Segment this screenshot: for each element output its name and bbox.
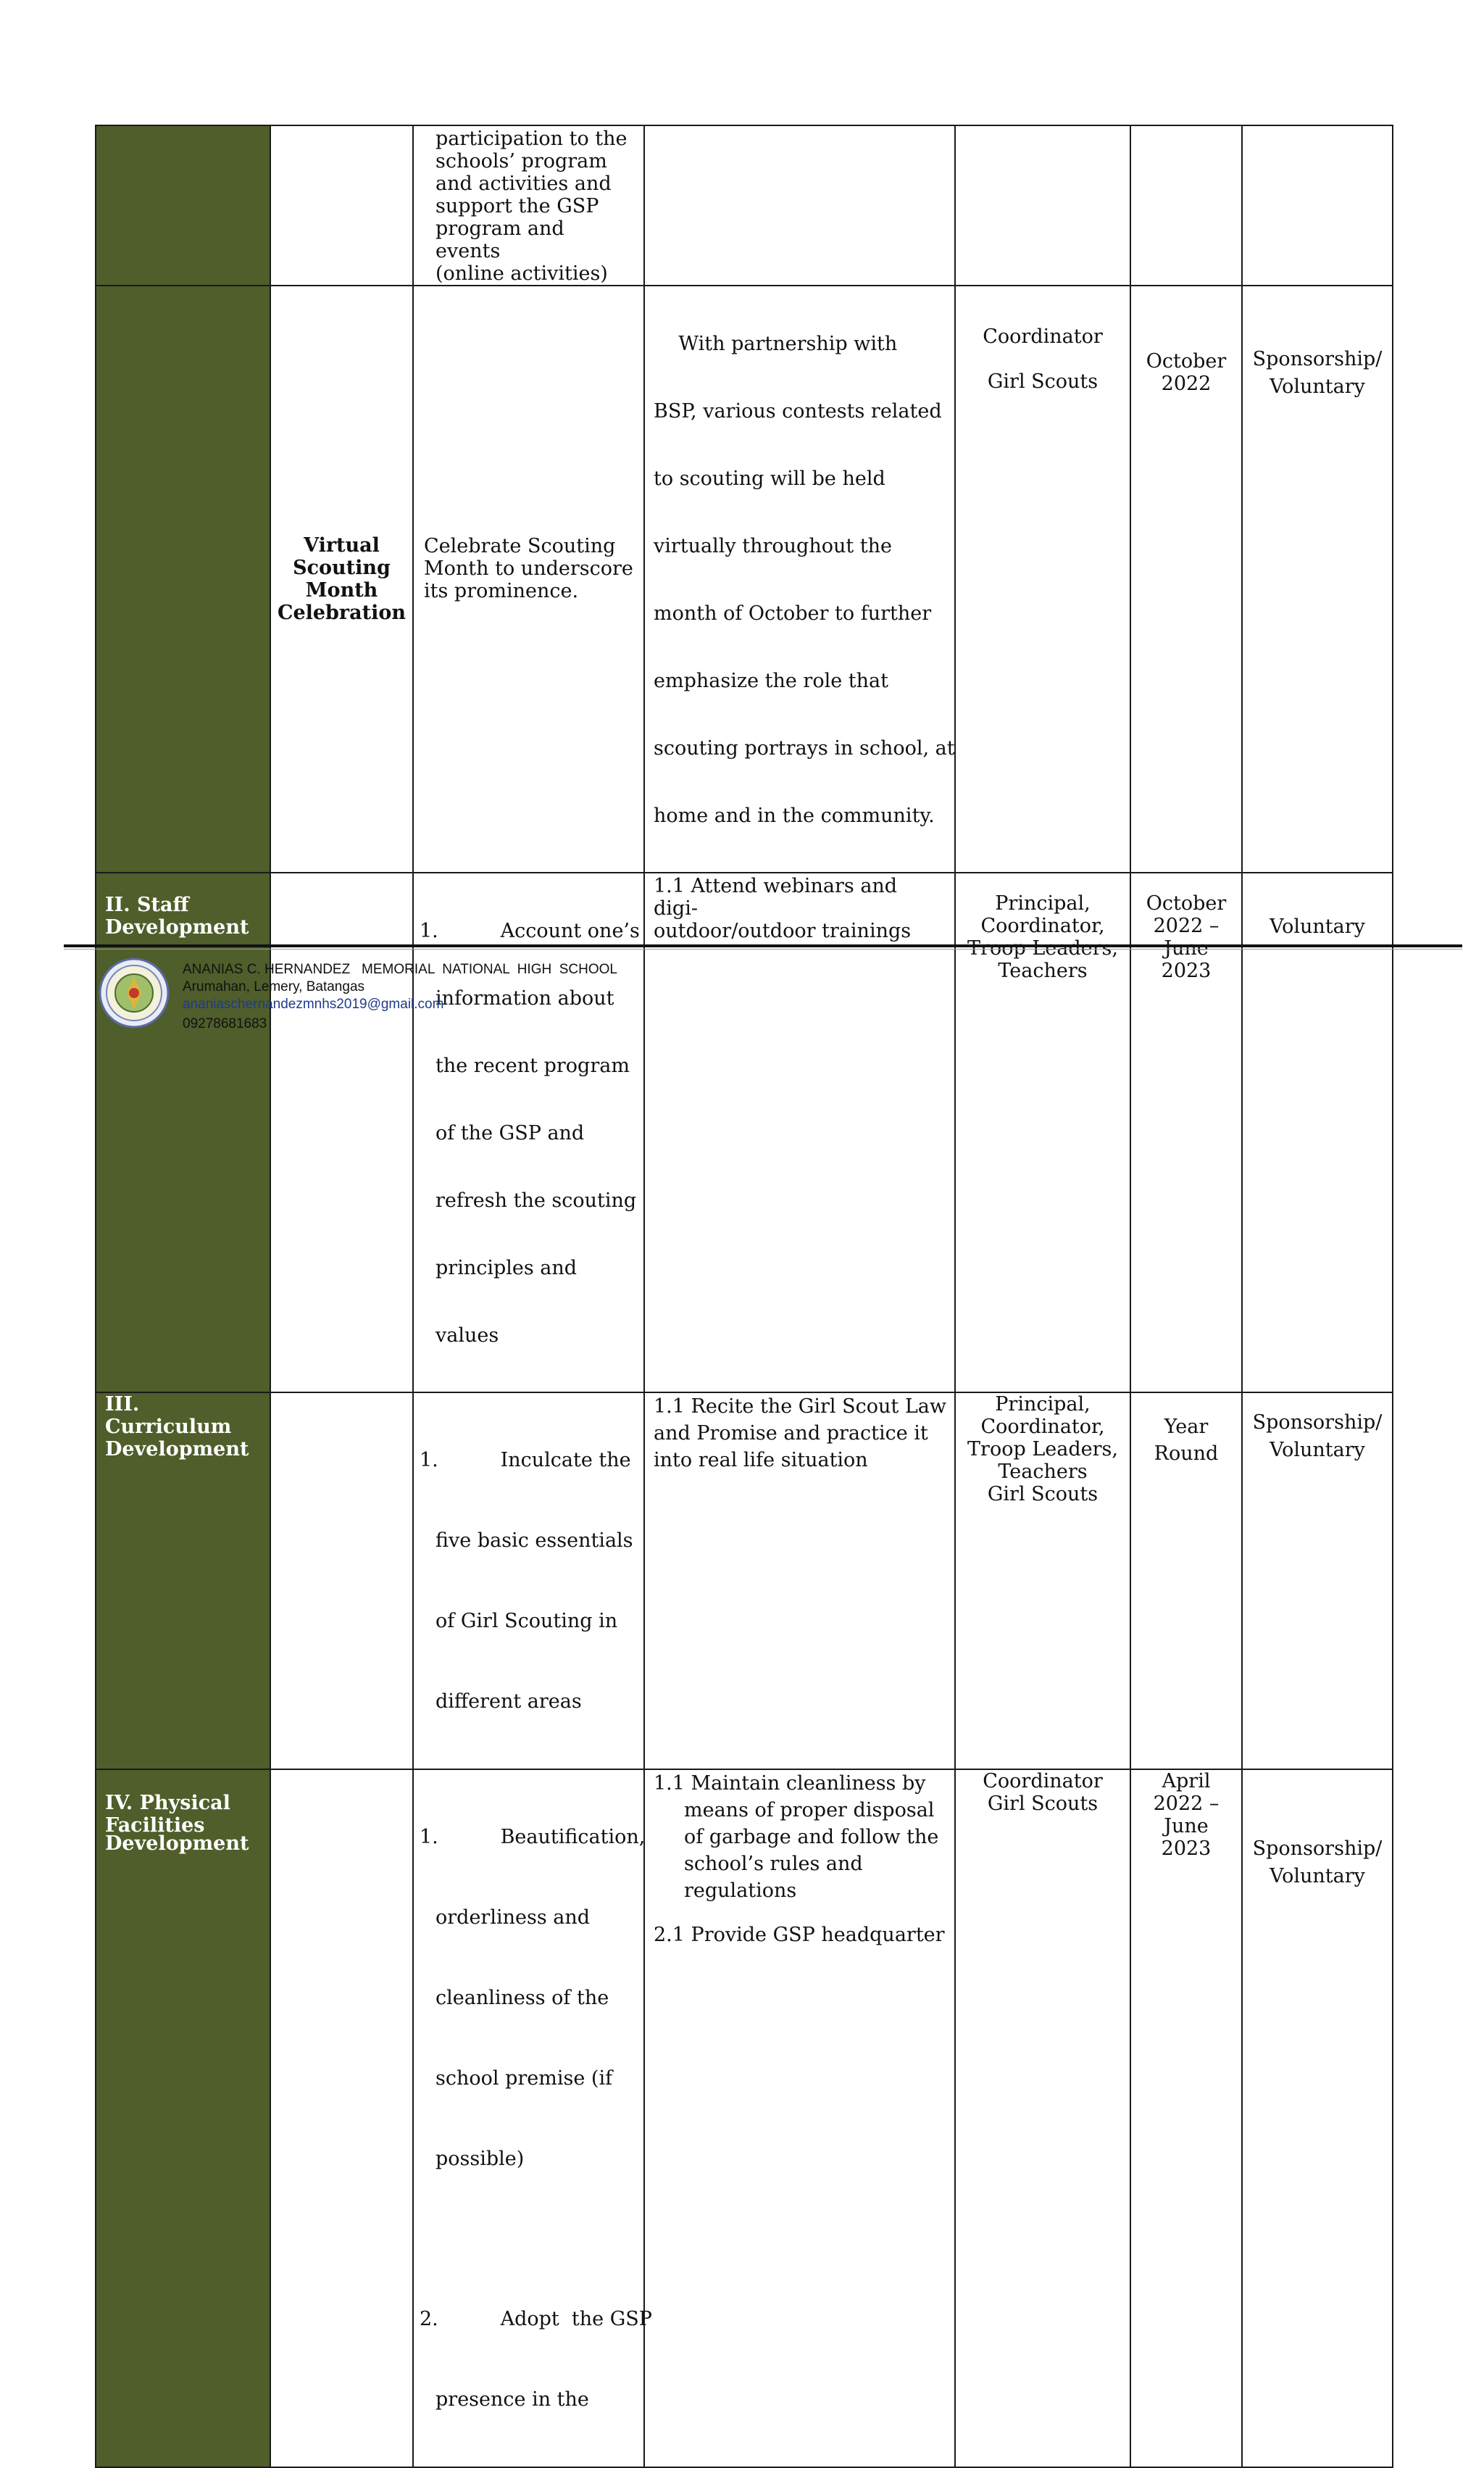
text-line: program and events	[435, 217, 564, 262]
funds-cell	[1242, 286, 1393, 873]
school-email-link[interactable]: ananiaschernandezmnhs2019@gmail.com	[183, 997, 444, 1012]
text-line: month of October to further	[654, 602, 932, 625]
strategy-cell	[644, 1769, 955, 2467]
text-line: Coordinator	[983, 325, 1103, 348]
program-cell	[270, 286, 413, 873]
text-line: April	[1162, 1770, 1211, 1792]
text-line: Coordinator	[983, 1770, 1103, 1792]
text-line: 1.1 Attend webinars and digi-	[654, 875, 898, 920]
funds-cell	[1242, 1392, 1393, 1769]
persons-cell	[955, 1769, 1130, 2467]
text-line: 1.1 Maintain cleanliness by	[654, 1772, 926, 1795]
text-line: of the GSP and	[435, 1122, 585, 1144]
text-line: of garbage and follow the	[684, 1826, 939, 1848]
text-line: 2.1 Provide GSP headquarter	[654, 1924, 945, 1946]
area-title-line: III. Curriculum	[105, 1393, 232, 1438]
text-line: BSP, various contests related	[654, 400, 942, 423]
school-phone: 09278681683	[183, 1016, 267, 1031]
funds-cell	[1242, 125, 1393, 286]
text-line: 1.1 Recite the Girl Scout Law	[654, 1395, 946, 1418]
area-title-line: Facilities	[105, 1814, 205, 1837]
text-line: 2022	[1161, 373, 1212, 395]
text-line: Girl Scouts	[987, 1792, 1099, 1815]
time-cell	[1130, 1392, 1242, 1769]
action-plan-table	[95, 125, 1393, 2468]
text-line: Round	[1154, 1442, 1219, 1465]
objective-cell	[413, 873, 644, 1392]
strategy-cell	[644, 1392, 955, 1769]
text-line: Voluntary	[1270, 1439, 1365, 1461]
text-line: Sponsorship/	[1252, 1837, 1383, 1860]
text-line: 2. Adopt the GSP	[420, 2308, 652, 2330]
area-cell	[96, 286, 270, 873]
text-line: October	[1146, 892, 1227, 915]
strategy-cell	[644, 125, 955, 286]
text-line: outdoor/outdoor trainings	[654, 920, 912, 942]
text-line: school’s rules and	[684, 1853, 863, 1875]
text-line: scouting portrays in school, at	[654, 737, 955, 760]
text-line: schools’ program	[435, 150, 607, 173]
table-row	[96, 286, 1393, 873]
time-cell	[1130, 125, 1242, 286]
program-cell	[270, 1769, 413, 2467]
table-row	[96, 1392, 1393, 1769]
text-line: Principal,	[995, 892, 1091, 915]
text-line: home and in the community.	[654, 805, 935, 827]
persons-cell	[955, 1392, 1130, 1769]
text-line: 1. Inculcate the	[420, 1449, 631, 1471]
text-line: June	[1164, 1815, 1209, 1837]
area-cell	[96, 1769, 270, 2467]
objective-cell	[413, 1392, 644, 1769]
area-title-line: IV. Physical	[105, 1792, 230, 1814]
text-line: 2023	[1161, 960, 1212, 982]
text-line: the recent program	[435, 1055, 630, 1077]
text-line: Coordinator,	[980, 915, 1105, 937]
text-line: means of proper disposal	[684, 1799, 935, 1821]
time-cell	[1130, 286, 1242, 873]
text-line: 1. Account one’s	[420, 920, 640, 942]
text-line: 2022 –	[1153, 915, 1220, 937]
text-line: Sponsorship/	[1252, 348, 1383, 370]
area-title-line: Development	[105, 1832, 249, 1855]
area-title-line: Development	[105, 1438, 249, 1461]
school-name: ANANIAS C. HERNANDEZ MEMORIAL NATIONAL HIGH SCHOOL	[183, 962, 617, 977]
text-line: possible)	[435, 2148, 525, 2170]
program-title-line: Month	[305, 579, 378, 602]
text-line: Sponsorship/	[1252, 1411, 1383, 1434]
strategy-cell	[644, 873, 955, 1392]
text-line: into real life situation	[654, 1449, 868, 1471]
text-line: school premise (if	[435, 2067, 613, 2090]
text-line: Month to underscore	[424, 557, 633, 580]
text-line: and activities and	[435, 173, 612, 195]
text-line: 2022 –	[1153, 1792, 1220, 1815]
text-line: Girl Scouts	[987, 1483, 1099, 1505]
objective-cell	[413, 1769, 652, 2467]
text-line: Troop Leaders,	[967, 1438, 1118, 1461]
time-cell	[1130, 873, 1242, 1392]
text-line: presence in the	[435, 2388, 589, 2411]
table-row	[96, 125, 1393, 286]
text-line: Celebrate Scouting	[424, 534, 616, 557]
text-line: Principal,	[995, 1393, 1091, 1416]
text-line: emphasize the role that	[654, 670, 888, 692]
footer	[98, 955, 750, 1035]
school-address: Arumahan, Lemery, Batangas	[183, 979, 365, 994]
persons-cell	[955, 125, 1130, 286]
program-cell	[270, 1392, 413, 1769]
program-title-line: Virtual	[304, 534, 380, 557]
text-line: (online activities)	[435, 262, 608, 285]
area-cell	[96, 1392, 270, 1769]
text-line: Teachers	[998, 1461, 1088, 1483]
text-line: support the GSP	[435, 195, 599, 217]
school-seal-icon	[98, 957, 170, 1029]
text-line: values	[435, 1324, 499, 1347]
text-line: participation to the	[435, 128, 628, 150]
funds-cell	[1242, 1769, 1393, 2467]
footer-divider-thin	[64, 949, 1462, 950]
text-line: different areas	[435, 1690, 582, 1713]
text-line: cleanliness of the	[435, 1987, 609, 2009]
text-line: orderliness and	[435, 1906, 591, 1929]
text-line: of Girl Scouting in	[435, 1610, 618, 1632]
text-line: 1. Beautification,	[420, 1826, 646, 1848]
text-line: Voluntary	[1270, 915, 1365, 938]
area-title-line: Development	[105, 916, 249, 939]
text-line: to scouting will be held	[654, 468, 885, 490]
time-cell	[1130, 1769, 1242, 2467]
table-row	[96, 1769, 1393, 2467]
area-cell	[96, 873, 270, 1392]
text-line: virtually throughout the	[654, 535, 892, 557]
persons-cell	[955, 873, 1130, 1392]
text-line: Girl Scouts	[987, 370, 1099, 393]
program-title-line: Celebration	[277, 602, 407, 624]
text-line: five basic essentials	[435, 1529, 633, 1552]
text-line: information about	[435, 987, 614, 1010]
text-line	[956, 348, 1130, 370]
program-cell	[270, 125, 413, 286]
area-title-line: II. Staff	[105, 894, 189, 916]
persons-cell	[955, 286, 1130, 873]
text-line: refresh the scouting	[435, 1189, 637, 1212]
text-line: Voluntary	[1270, 375, 1365, 398]
text-line: With partnership with	[654, 333, 898, 355]
text-line: Coordinator,	[980, 1416, 1105, 1438]
footer-divider	[64, 944, 1462, 947]
text-line: and Promise and practice it	[654, 1422, 928, 1445]
program-cell	[270, 873, 413, 1392]
text-line: Voluntary	[1270, 1865, 1365, 1887]
text-line: its prominence.	[424, 579, 579, 602]
funds-cell	[1242, 873, 1393, 1392]
area-cell	[96, 125, 270, 286]
text-line: Year	[1164, 1416, 1209, 1438]
text-line: regulations	[684, 1879, 797, 1902]
text-line: Teachers	[998, 960, 1088, 982]
program-title-line: Scouting	[293, 557, 391, 579]
objective-cell	[413, 125, 644, 286]
text-line: October	[1146, 350, 1227, 373]
table-row	[96, 873, 1393, 1392]
text-line: principles and	[435, 1257, 578, 1279]
text-line: 2023	[1161, 1837, 1212, 1860]
objective-cell	[413, 286, 644, 873]
strategy-cell	[644, 286, 955, 873]
school-info	[183, 961, 617, 1033]
